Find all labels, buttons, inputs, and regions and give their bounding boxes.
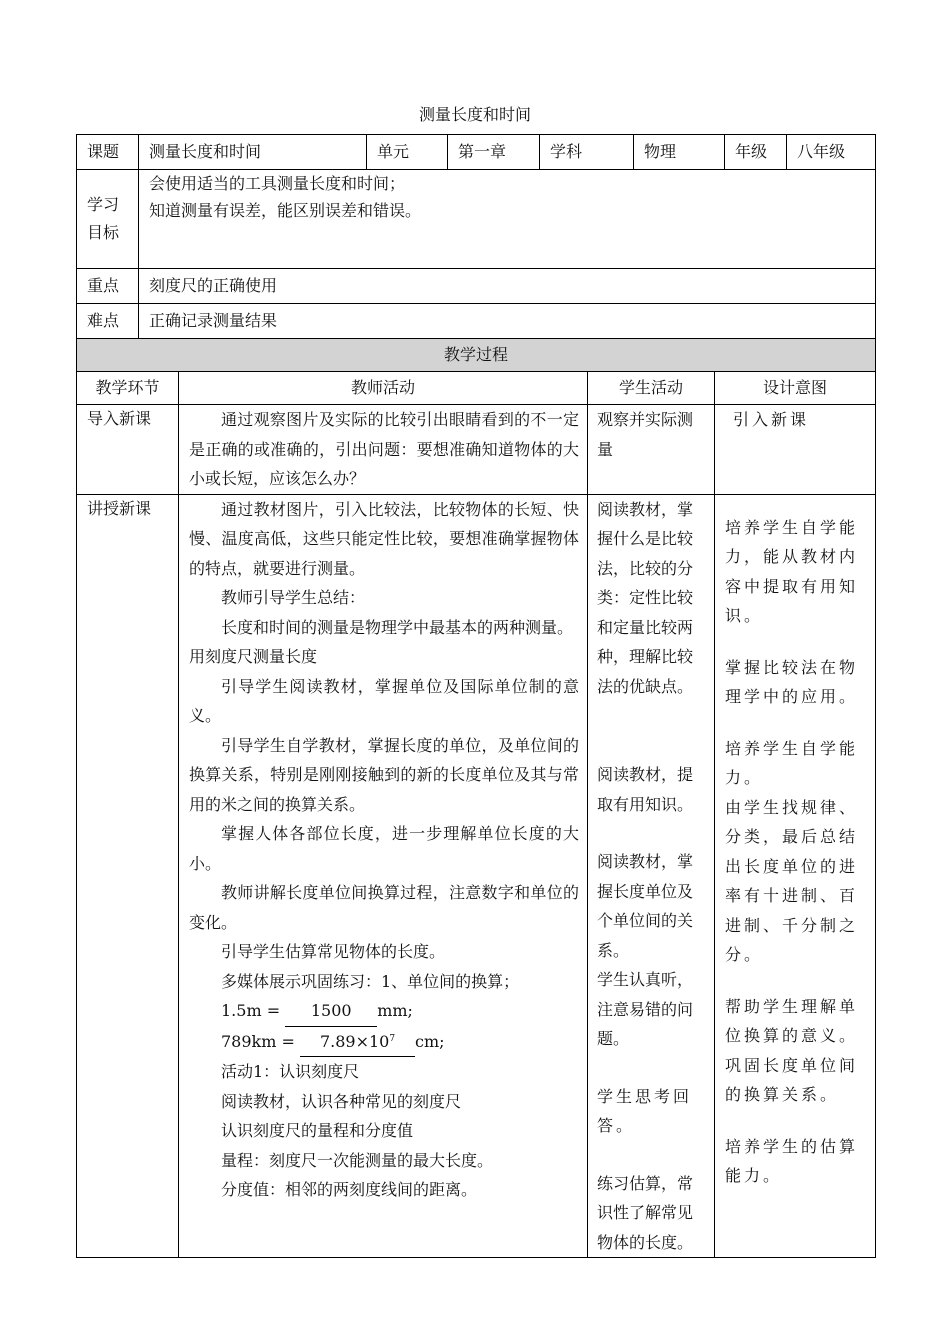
- teacher-paragraph: 长度和时间的测量是物理学中最基本的两种测量。: [221, 617, 574, 637]
- design-intent: 掌握比较法在物理学中的应用。: [725, 657, 859, 706]
- objective-item: 会使用适当的工具测量长度和时间；: [149, 174, 406, 193]
- student-intro: 观察并实际测量: [588, 405, 715, 495]
- column-header: 教师活动: [179, 372, 588, 405]
- design-intent: 帮助学生理解单位换算的意义。: [725, 996, 859, 1045]
- student-lecture: [588, 494, 715, 1258]
- grade-label: 年级: [725, 135, 787, 170]
- student-activity: 阅读教材，提取有用知识。: [597, 765, 694, 814]
- stage-lecture: 讲授新课: [77, 494, 179, 1258]
- subject-label: 学科: [540, 135, 634, 170]
- key-value: 刻度尺的正确使用: [139, 269, 876, 304]
- exercise-2: $789km = 7.89\times 10^7$ cm;: [189, 1027, 579, 1058]
- topic-label: 课题: [77, 135, 139, 170]
- student-activity: 学生认真听，注意易错的问题。: [597, 970, 694, 1048]
- topic-value: 测量长度和时间: [139, 135, 367, 170]
- design-intent: 由学生找规律、分类，最后总结出长度单位的进率有十进制、百进制、千分制之分。: [725, 797, 859, 964]
- teacher-paragraph: 量程：刻度尺一次能测量的最大长度。: [221, 1150, 494, 1170]
- teacher-paragraph: 分度值：相邻的两刻度线间的距离。: [221, 1180, 478, 1199]
- stage-intro: 导入新课: [77, 405, 179, 495]
- design-intent: 培养学生的估算能力。: [725, 1136, 859, 1185]
- intent-intro: 引入新课: [715, 405, 876, 495]
- objectives-label: 学习 目标: [77, 170, 139, 269]
- exercise-1-answer: 1500: [285, 996, 377, 1027]
- intent-lecture: [715, 494, 876, 1258]
- design-intent: 培养学生自学能力，能从教材内容中提取有用知识。: [725, 517, 859, 625]
- teacher-paragraph: 多媒体展示巩固练习：1、单位间的换算；: [221, 971, 520, 991]
- teacher-paragraph: 引导学生估算常见物体的长度。: [221, 942, 446, 961]
- exercise-2-answer: $7.89\times 10^7$: [300, 1027, 415, 1058]
- subject-value: 物理: [634, 135, 725, 170]
- info-table: [76, 134, 876, 339]
- student-activity: 阅读教材，掌握什么是比较法，比较的分类：定性比较和定量比较两种，理解比较法的优缺点。: [597, 499, 694, 696]
- design-intent: 巩固长度单位间的换算关系。: [725, 1055, 859, 1104]
- student-activity: 练习估算，常识性了解常见物体的长度。: [597, 1173, 694, 1252]
- teacher-paragraph: 教师引导学生总结：: [221, 588, 366, 607]
- grade-value: 八年级: [787, 135, 876, 170]
- page-title: 测量长度和时间: [418, 105, 531, 124]
- difficulty-value: 正确记录测量结果: [139, 304, 876, 339]
- unit-value: 第一章: [448, 135, 540, 170]
- teacher-paragraph: 教师讲解长度单位间换算过程，注意数字和单位的变化。: [189, 883, 579, 932]
- teacher-paragraph: 引导学生阅读教材，掌握单位及国际单位制的意义。: [189, 676, 579, 725]
- column-header: 设计意图: [715, 372, 876, 405]
- column-header: 学生活动: [588, 372, 715, 405]
- teacher-paragraph: 活动1：认识刻度尺: [221, 1062, 360, 1081]
- teacher-paragraph: 通过教材图片，引入比较法，比较物体的长短、快慢、温度高低，这些只能定性比较，要想准确掌握物体的特点，就要进行测量。: [189, 499, 579, 578]
- process-table: [76, 338, 876, 1258]
- column-header: 教学环节: [77, 372, 179, 405]
- teacher-paragraph: 认识刻度尺的量程和分度值: [221, 1121, 414, 1140]
- teacher-paragraph: 用刻度尺测量长度: [189, 647, 318, 666]
- objectives-value: [139, 170, 876, 269]
- teacher-paragraph: 阅读教材，认识各种常见的刻度尺: [221, 1091, 462, 1111]
- objective-item: 知道测量有误差，能区别误差和错误。: [149, 201, 422, 220]
- design-intent: 培养学生自学能力。: [725, 738, 859, 787]
- student-activity: 学生思考回答。: [597, 1086, 693, 1135]
- student-activity: 阅读教材，掌握长度单位及个单位间的关系。: [597, 852, 694, 960]
- exercise-1: 1.5m = 1500 mm;: [189, 996, 579, 1027]
- unit-label: 单元: [367, 135, 448, 170]
- teacher-paragraph: 掌握人体各部位长度，进一步理解单位长度的大小。: [189, 824, 579, 873]
- process-header: 教学过程: [77, 339, 876, 372]
- difficulty-label: 难点: [77, 304, 139, 339]
- teacher-lecture: [179, 494, 588, 1258]
- key-label: 重点: [77, 269, 139, 304]
- teacher-paragraph: 引导学生自学教材，掌握长度的单位，及单位间的换算关系，特别是刚刚接触到的新的长度单位及其与常用的米之间的换算关系。: [189, 735, 579, 814]
- teacher-intro: 通过观察图片及实际的比较引出眼睛看到的不一定是正确的或准确的，引出问题：要想准确知道物体的大小或长短，应该怎么办？: [179, 405, 588, 495]
